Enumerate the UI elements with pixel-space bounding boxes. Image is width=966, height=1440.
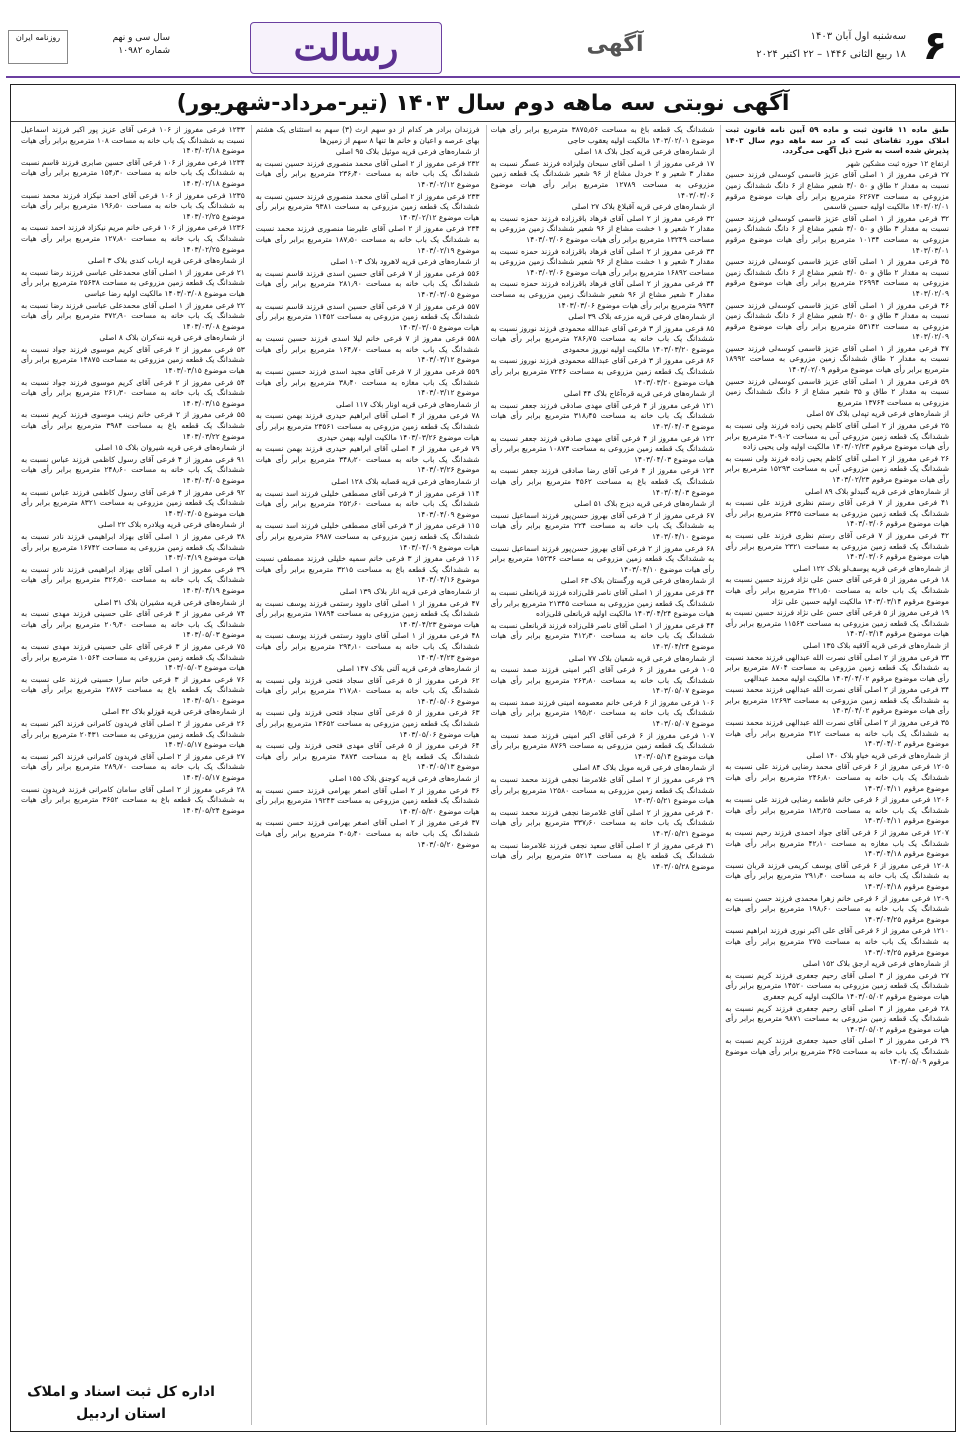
notice-entry: ۴۵ فرعی مفروز از ۱ اصلی آقای عزیز قاسمی کوسه‌لی فرزند حسین نسبت به مقدار ۲ طاق و ۵۰ ۳/۰ شعیر مشاع از ۶ دانگ ششدانگ زمین مزروعی به مساحت ۲۶۹۹۴ مترمربع برابر رأی هیات موضوع مرقوم ۱۴۰۳/۰۲/۰۹ xyxy=(725,257,949,298)
notice-entry: ۷۹ فرعی مفروز از ۴ اصلی آقای ابراهیم حیدری فرزند بهمن نسبت به ششدانگ یک باب خانه به مساحت ۳۴۸٫۲۰ مترمربع برابر رأی هیات موضوع ۱۴۰۳/۰۳/۲۶ xyxy=(255,444,480,475)
notice-entry: ۳۲ فرعی مفروز از ۲ اصلی آقای فرهاد باقرزاده فرزند حمزه نسبت به مقدار ۲ شعیر و ۱ خشت مشاع از ۹۶ شعیر ششدانگ زمین مزروعی به مساحت ۱۳۲۴۹ مترمربع برابر رأی هیات موضوع ۱۴۰۳/۰۳/۰۶ xyxy=(490,213,715,244)
notice-entry: ۲۵ فرعی مفروز از ۲ اصلی آقای کاظم یحیی زاده فرزند ولی نسبت به ششدانگ یک قطعه زمین مزروعی آبی به مساحت ۳۰۹۰۲ مترمربع برابر رأی هیات موضوع مرقوم ۱۴۰۳/۰۲/۲۳ مالکیت اولیه ولی یحیی زاده xyxy=(725,421,949,452)
notice-entry: ۴۷ فرعی مفروز از ۱ اصلی آقای عزیز قاسمی کوسه‌لی فرزند حسین نسبت به مقدار ۲ طاق ششدانگ زمین مزروعی به مساحت ۱۸۹۹۲ مترمربع برابر رأی هیات موضوع مرقوم ۱۴۰۳/۰۲/۰۹ xyxy=(725,343,949,375)
notice-entry: از شماره‌های فرعی قریه مشیران بلاک ۳۱ اصلی xyxy=(94,597,245,607)
notice-entry: از شماره‌های فرعی قریه تپه‌لی بلاک ۵۷ اصلی xyxy=(806,409,949,419)
section-title: آگهی xyxy=(586,31,644,57)
issuer-signature xyxy=(21,1381,221,1425)
notice-entry: ۴۱ فرعی مفروز از ۷ فرعی آقای رستم نظری فرزند علی نسبت به ششدانگ یک قطعه زمین مزروعی به مساحت ۶۳۴۵ مترمربع برابر رأی هیات موضوع مرقوم ۱۴۰۳/۰۳/۰۶ xyxy=(725,498,949,529)
notice-entry: ۵۴ فرعی مفروز از ۲ فرعی آقای کریم موسوی فرزند جواد نسبت به ششدانگ یک باب خانه به مساحت ۲۶۱٫۳۰ مترمربع برابر رأی هیات موضوع ۱۴۰۳/۰۳/۱۵ xyxy=(21,377,245,408)
notice-entry: ۱۸ فرعی مفروز از ۵ فرعی آقای حسن علی نژاد فرزند حسین نسبت به ششدانگ یک باب خانه به مساحت ۴۲۱٫۵۰ مترمربع برابر رأی هیات موضوع مرقوم ۱۴۰۳/۰۳/۱۴ مالکیت اولیه حسین علی نژاد xyxy=(725,575,949,606)
notice-entry: ۳۴ فرعی مفروز از ۲ اصلی آقای فرهاد باقرزاده فرزند حمزه نسبت به مقدار ۳ شعیر مشاع از ۹۶ شعیر ششدانگ زمین مزروعی به مساحت ۹۹۳۴ مترمربع برابر رأی هیات موضوع ۱۴۰۳/۰۳/۰۶ xyxy=(490,279,715,310)
notice-entry: ۷۴ فرعی مفروز از ۳ فرعی آقای علی حسینی فرزند مهدی نسبت به ششدانگ یک باب خانه به مساحت ۲۰۹٫۴۰ مترمربع برابر رأی هیات موضوع ۱۴۰۳/۰۵/۰۳ xyxy=(21,609,245,640)
notice-entry: از شماره‌های فرعی قریه خیاو بلاک ۱۴۰ اصلی xyxy=(806,750,949,760)
issue-date xyxy=(716,28,906,64)
notice-entry: ششدانگ یک قطعه باغ به مساحت ۳۸۷۵٫۵۶ مترمربع برابر رأی هیات موضوع ۱۴۰۳/۰۲/۰۱ مالکیت اولیه یعقوب حاجی xyxy=(490,125,715,145)
notice-entry: ۵۳ فرعی مفروز از ۲ فرعی آقای کریم موسوی فرزند جواد نسبت به ششدانگ یک قطعه زمین مزروعی به مساحت ۱۴۸۷۵ مترمربع برابر رأی هیات موضوع ۱۴۰۳/۰۳/۱۵ xyxy=(21,344,245,376)
notice-entry: ۵۵۷ فرعی مفروز از ۷ فرعی آقای حسین اسدی فرزند قاسم نسبت به ششدانگ یک قطعه زمین مزروعی به مساحت ۱۱۴۵۲ مترمربع برابر رأی هیات موضوع ۱۴۰۳/۰۳/۰۵ xyxy=(255,301,480,332)
notice-entry: از شماره‌های فرعی قریه اونار بلاک ۱۱۷ اصلی xyxy=(335,399,480,409)
issue-number: شماره ۱۰۹۸۲ xyxy=(118,46,170,56)
notice-entry: ۳۹ فرعی مفروز از ۱ اصلی آقای بهزاد ابراهیمی فرزند نادر نسبت به ششدانگ یک باب خانه به مساحت ۳۲۶٫۵۰ مترمربع برابر رأی هیات موضوع ۱۴۰۳/۰۴/۱۹ xyxy=(21,564,245,595)
notice-entry: ۲۳۴ فرعی مفروز از ۲ اصلی آقای علیرضا منصوری فرزند محمد نسبت به ششدانگ یک باب خانه به مساحت ۱۸۷٫۵۰ مترمربع برابر رأی هیات موضوع ۱۴۰۳/۰۲/۱۹ xyxy=(255,224,480,255)
notice-entry: ۴۲ فرعی مفروز از ۷ فرعی آقای رستم نظری فرزند علی نسبت به ششدانگ یک قطعه زمین مزروعی به مساحت ۲۳۲۱ مترمربع برابر رأی هیات موضوع مرقوم ۱۴۰۳/۰۳/۰۶ xyxy=(725,530,949,562)
notice-entry: ۵۵۹ فرعی مفروز از ۷ فرعی آقای مجید اسدی فرزند حسین نسبت به ششدانگ یک باب مغازه به مساحت ۳۸٫۴۰ مترمربع برابر رأی هیات موضوع ۱۴۰۳/۰۳/۱۲ xyxy=(255,367,480,398)
notice-entry: ۳۴ فرعی مفروز از ۲ اصلی آقای نصرت الله عبدالهی فرزند محمد نسبت به ششدانگ یک قطعه زمین مزروعی به مساحت ۱۲۶۹۳ مترمربع برابر رأی هیات موضوع مرقوم ۱۴۰۳/۰۴/۰۲ xyxy=(725,685,949,716)
notice-entry: ۷۵ فرعی مفروز از ۳ فرعی آقای علی حسینی فرزند مهدی نسبت به ششدانگ یک قطعه زمین مزروعی به مساحت ۱۰۵۶۴ مترمربع برابر رأی هیات موضوع ۱۴۰۳/۰۵/۰۳ xyxy=(21,641,245,673)
notice-column-4 xyxy=(17,125,245,1425)
notice-entry: از شماره‌های فرعی قریه موئیل بلاک ۹۵ اصلی xyxy=(335,147,480,157)
notice-entry: از شماره‌های فرعی قریه کجل بلاک ۱۸ اصلی xyxy=(574,147,715,157)
notice-entry: از شماره‌های فرعی قریه آقبلاغ بلاک ۲۷ اصلی xyxy=(571,202,715,212)
publisher-badge: روزنامه ایران xyxy=(8,30,68,64)
notice-entry: ۱۲۱ فرعی مفروز از ۴ فرعی آقای مهدی صادقی فرزند جعفر نسبت به ششدانگ یک باب خانه به مساحت ۳۱۸٫۴۵ مترمربع برابر رأی هیات موضوع ۱۴۰۳/۰۴/۰۳ xyxy=(490,400,715,432)
notice-entry: از شماره‌های فرعی قریه شعبان بلاک ۷۷ اصلی xyxy=(568,653,715,663)
notice-entry: ۹۱ فرعی مفروز از ۴ فرعی آقای رسول کاظمی فرزند عباس نسبت به ششدانگ یک باب خانه به مساحت ۲۴۸٫۶۰ مترمربع برابر رأی هیات موضوع ۱۴۰۳/۰۴/۰۵ xyxy=(21,454,245,485)
notice-entry: از شماره‌های فرعی قریه ارباب کندی بلاک ۳ اصلی xyxy=(87,256,245,266)
notice-entry: ۱۲۰۵ فرعی مفروز از ۶ فرعی آقای محمد رضایی فرزند علی نسبت به ششدانگ یک باب خانه به مساحت ۲۴۶٫۸۰ مترمربع برابر رأی هیات موضوع مرقوم ۱۴۰۳/۰۴/۱۱ xyxy=(725,762,949,793)
notice-entry: ۱۱۶ فرعی مفروز از ۳ فرعی خانم سمیه خلیلی فرزند مصطفی نسبت به ششدانگ یک قطعه باغ به مساحت ۳۲۱۵ مترمربع برابر رأی هیات موضوع ۱۴۰۳/۰۴/۱۶ xyxy=(255,554,480,585)
issuer-line-1: اداره کل ثبت اسناد و املاک xyxy=(27,1384,215,1400)
notice-columns xyxy=(17,125,949,1425)
column-entries xyxy=(256,125,480,850)
notice-entry: از شماره‌های فرعی قریه مویل بلاک ۸۴ اصلی xyxy=(572,763,715,773)
notice-entry: فرزندان برادر هر کدام از دو سهم ارث (۳) سهم به استثنای یک هشتم بهای عرصه و اعیان و خانم ها تنها ۸ سهم از زمین‌ها xyxy=(255,125,480,145)
notice-entry: از شماره‌های فرعی قریه کوجنق بلاک ۱۵۵ اصلی xyxy=(329,774,480,784)
notice-entry: از شماره‌های فرعی قریه یوسف‌لو بلاک ۱۲۲ اصلی xyxy=(793,563,949,573)
notice-entry: از شماره‌های فرعی قریه آلنی بلاک ۱۴۷ اصلی xyxy=(336,664,480,674)
column-entries xyxy=(725,159,949,1068)
notice-entry: ۳۳ فرعی مفروز از ۲ اصلی آقای نصرت الله عبدالهی فرزند محمد نسبت به ششدانگ یک قطعه زمین مزروعی به مساحت ۸۷۰۴ مترمربع برابر رأی هیات موضوع مرقوم ۱۴۰۳/۰۴/۰۲ مالکیت اولیه محمد عبدالهی xyxy=(725,652,949,683)
notice-column-1 xyxy=(720,125,949,1425)
notice-entry: از شماره‌های فرعی قریه لاهرود بلاک ۱۰۳ اصلی xyxy=(330,257,480,267)
notice-entry: ۲۸ فرعی مفروز از ۲ اصلی آقای سامان کامرانی فرزند فریدون نسبت به ششدانگ یک قطعه باغ به مساحت ۳۶۵۲ مترمربع برابر رأی هیات موضوع ۱۴۰۳/۰۵/۲۴ xyxy=(21,784,245,815)
notice-entry: ۱۲۰۸ فرعی مفروز از ۶ فرعی آقای یوسف کریمی فرزند قربان نسبت به ششدانگ یک باب خانه به مساحت ۲۹۱٫۴۰ مترمربع برابر رأی هیات موضوع مرقوم ۱۴۰۳/۰۴/۱۸ xyxy=(725,860,949,891)
notice-entry: ۶۴ فرعی مفروز از ۵ فرعی آقای مهدی فتحی فرزند ولی نسبت به ششدانگ یک قطعه باغ به مساحت ۴۸۷۳ مترمربع برابر رأی هیات موضوع ۱۴۰۳/۰۵/۱۳ xyxy=(255,741,480,772)
notice-entry: از شماره‌های فرعی قریه ویلادره بلاک ۲۲ اصلی xyxy=(97,520,245,530)
notice-entry: ۴۳ فرعی مفروز از ۱ اصلی آقای ناصر قلی‌زاده فرزند قربانعلی نسبت به ششدانگ یک قطعه زمین مزروعی به مساحت ۲۱۳۴۵ مترمربع برابر رأی هیات موضوع ۱۴۰۳/۰۴/۲۴ مالکیت اولیه قربانعلی قلی‌زاده xyxy=(490,587,715,619)
issue-date-line-2: ۱۸ ربیع الثانی ۱۴۴۶ – ۲۲ اکتبر ۲۰۲۴ xyxy=(756,49,906,60)
notice-entry: ۸۵ فرعی مفروز از ۳ فرعی آقای عبدالله محمودی فرزند نوروز نسبت به ششدانگ یک باب خانه به مساحت ۲۸۶٫۷۵ مترمربع برابر رأی هیات موضوع ۱۴۰۳/۰۳/۲۰ مالکیت اولیه نوروز محمودی xyxy=(490,323,715,354)
notice-entry: ۹۲ فرعی مفروز از ۴ فرعی آقای رسول کاظمی فرزند عباس نسبت به ششدانگ یک قطعه زمین مزروعی به مساحت ۸۳۲۱ مترمربع برابر رأی هیات موضوع ۱۴۰۳/۰۴/۰۵ xyxy=(21,487,245,518)
notice-entry: ۲۹ فرعی مفروز از ۳ اصلی آقای حمید جعفری فرزند کریم نسبت به ششدانگ یک باب خانه به مساحت ۳۶۵ مترمربع برابر رأی هیات موضوع مرقوم ۱۴۰۳/۰۵/۰۹ xyxy=(725,1036,949,1067)
notice-entry: ۱۱۴ فرعی مفروز از ۳ فرعی آقای مصطفی خلیلی فرزند اسد نسبت به ششدانگ یک باب خانه به مساحت ۲۵۲٫۶۰ مترمربع برابر رأی هیات موضوع ۱۴۰۳/۰۴/۰۹ xyxy=(255,488,480,519)
notice-entry: از شماره‌های فرعی قریه ورگستان بلاک ۶۳ اصلی xyxy=(560,576,715,586)
notice-entry: ۲۷ فرعی مفروز از ۲ اصلی آقای فریدون کامرانی فرزند اکبر نسبت به ششدانگ یک باب خانه به مساحت ۲۸۹٫۷۰ مترمربع برابر رأی هیات موضوع ۱۴۰۳/۰۵/۱۷ xyxy=(21,751,245,783)
notice-entry: ۲۶ فرعی مفروز از ۲ اصلی آقای کاظم یحیی زاده فرزند ولی نسبت به ششدانگ یک قطعه زمین مزروعی آبی به مساحت ۱۵۲۹۳ مترمربع برابر رأی هیات موضوع مرقوم ۱۴۰۳/۰۲/۲۳ xyxy=(725,453,949,484)
notice-entry: از شماره‌های فرعی قریه شیروان بلاک ۱۵ اصلی xyxy=(95,443,245,453)
issue-info xyxy=(74,32,170,58)
notice-entry: از شماره‌های فرعی قریه آلاقیه بلاک ۱۳۵ اصلی xyxy=(802,640,949,650)
notice-entry: ارتفاع ۱۲ حوزه ثبت مشکین شهر xyxy=(846,158,949,168)
notice-column-2 xyxy=(486,125,715,1425)
notice-intro: طبق ماده ۱۱ قانون ثبت و ماده ۵۹ آیین نامه قانون ثبت املاک مورد تقاضای ثبت که در سه ماهه دوم سال ۱۴۰۳ پذیرش شده است به شرح ذیل آگهی می‌گردد. xyxy=(725,125,949,156)
notice-entry: ۲۱ فرعی مفروز از ۱ اصلی آقای محمدعلی عباسی فرزند رضا نسبت به ششدانگ یک قطعه زمین مزروعی به مساحت ۲۵۶۳۸ مترمربع برابر رأی هیات موضوع ۱۴۰۳/۰۳/۰۸ مالکیت اولیه رضا عباسی xyxy=(21,267,245,298)
column-entries xyxy=(21,125,245,816)
notice-entry: ۳۳ فرعی مفروز از ۲ اصلی آقای فرهاد باقرزاده فرزند حمزه نسبت به مقدار ۴ شعیر و ۱ خشت مشاع از ۹۶ شعیر ششدانگ زمین مزروعی به مساحت ۱۶۸۹۲ مترمربع برابر رأی هیات موضوع ۱۴۰۳/۰۳/۰۶ xyxy=(490,246,715,277)
notice-entry: ۳۷ فرعی مفروز از ۲ اصلی آقای اصغر بهرامی فرزند حسن نسبت به ششدانگ یک باب خانه به مساحت ۳۰۵٫۴۰ مترمربع برابر رأی هیات موضوع ۱۴۰۳/۰۵/۲۰ xyxy=(255,818,480,849)
notice-entry: ۱۲۰۷ فرعی مفروز از ۶ فرعی آقای جواد احمدی فرزند رحیم نسبت به ششدانگ یک باب مغازه به مساحت ۴۲٫۱۰ مترمربع برابر رأی هیات موضوع مرقوم ۱۴۰۳/۰۴/۱۸ xyxy=(725,828,949,859)
notice-entry: ۳۱ فرعی مفروز از ۲ اصلی آقای سعید نجفی فرزند غلامرضا نسبت به ششدانگ یک قطعه باغ به مساحت ۵۲۱۴ مترمربع برابر رأی هیات موضوع ۱۴۰۳/۰۵/۲۸ xyxy=(490,840,715,871)
notice-entry: ۵۵۶ فرعی مفروز از ۷ فرعی آقای حسین اسدی فرزند قاسم نسبت به ششدانگ یک باب خانه به مساحت ۲۸۱٫۹۰ مترمربع برابر رأی هیات موضوع ۱۴۰۳/۰۳/۰۵ xyxy=(255,268,480,299)
notice-title: آگهی نوبتی سه ماهه دوم سال ۱۴۰۳ (تیر-مرداد-شهریور) xyxy=(11,85,955,122)
notice-entry: از شماره‌های فرعی قریه ننه‌کران بلاک ۸ اصلی xyxy=(99,333,245,343)
page-number: ۶ xyxy=(922,23,948,69)
notice-entry: از شماره‌های فرعی قریه انار بلاک ۱۳۹ اصلی xyxy=(339,586,480,596)
notice-entry: ۱۰۶ فرعی مفروز از ۶ فرعی خانم معصومه امینی فرزند صمد نسبت به ششدانگ یک باب خانه به مساحت ۱۹۵٫۲۰ مترمربع برابر رأی هیات موضوع ۱۴۰۳/۰۵/۰۷ xyxy=(490,697,715,729)
notice-box xyxy=(10,84,956,1432)
notice-entry: ۲۹ فرعی مفروز از ۲ اصلی آقای غلامرضا نجفی فرزند محمد نسبت به ششدانگ یک قطعه زمین مزروعی به مساحت ۱۲۵۸۰ مترمربع برابر رأی هیات موضوع ۱۴۰۳/۰۵/۲۱ xyxy=(490,775,715,806)
notice-entry: ۶۳ فرعی مفروز از ۵ فرعی آقای سجاد فتحی فرزند ولی نسبت به ششدانگ یک قطعه زمین مزروعی به مساحت ۱۳۶۵۲ مترمربع برابر رأی هیات موضوع ۱۴۰۳/۰۵/۰۶ xyxy=(255,708,480,739)
notice-entry: ۵۵۸ فرعی مفروز از ۷ فرعی خانم لیلا اسدی فرزند حسین نسبت به ششدانگ یک باب خانه به مساحت ۱۶۴٫۷۰ مترمربع برابر رأی هیات موضوع ۱۴۰۳/۰۳/۱۲ xyxy=(255,334,480,365)
column-entries xyxy=(491,125,715,872)
notice-entry: ۴۴ فرعی مفروز از ۱ اصلی آقای ناصر قلی‌زاده فرزند قربانعلی نسبت به ششدانگ یک باب خانه به مساحت ۴۱۲٫۳۰ مترمربع برابر رأی هیات موضوع ۱۴۰۳/۰۴/۲۴ xyxy=(490,620,715,651)
notice-entry: ۲۸ فرعی مفروز از ۳ اصلی آقای رحیم جعفری فرزند کریم نسبت به ششدانگ یک قطعه زمین مزروعی به مساحت ۹۸۷۱ مترمربع برابر رأی هیات موضوع مرقوم ۱۴۰۳/۰۵/۰۲ xyxy=(725,1003,949,1034)
issuer-line-2: استان اردبیل xyxy=(76,1406,166,1422)
notice-entry: ۲۳۲ فرعی مفروز از ۲ اصلی آقای محمد منصوری فرزند حسین نسبت به ششدانگ یک باب خانه به مساحت ۲۳۶٫۴۰ مترمربع برابر رأی هیات موضوع ۱۴۰۳/۰۲/۱۲ xyxy=(255,158,480,189)
notice-entry: ۲۲ فرعی مفروز از ۱ اصلی آقای محمدعلی عباسی فرزند رضا نسبت به ششدانگ یک باب خانه به مساحت ۳۷۲٫۹۰ مترمربع برابر رأی هیات موضوع ۱۴۰۳/۰۳/۰۸ xyxy=(21,300,245,331)
notice-entry: ۱۲۳۶ فرعی مفروز از ۱۰۶ فرعی خانم مریم نیکزاد فرزند احمد نسبت به ششدانگ یک باب خانه به مساحت ۱۲۷٫۸۰ مترمربع برابر رأی هیات موضوع ۱۴۰۳/۰۲/۲۵ xyxy=(21,223,245,254)
notice-entry: ۸۶ فرعی مفروز از ۳ فرعی آقای عبدالله محمودی فرزند نوروز نسبت به ششدانگ یک قطعه زمین مزروعی به مساحت ۷۲۴۶ مترمربع برابر رأی هیات موضوع ۱۴۰۳/۰۳/۲۰ xyxy=(490,356,715,387)
notice-entry: ۳۵ فرعی مفروز از ۲ اصلی آقای نصرت الله عبدالهی فرزند محمد نسبت به ششدانگ یک باب خانه به مساحت ۳۱۲ مترمربع برابر رأی هیات موضوع مرقوم ۱۴۰۳/۰۴/۰۲ xyxy=(725,718,949,749)
notice-entry: ۱۷ فرعی مفروز از ۱ اصلی آقای سبحان ولیزاده فرزند عسگر نسبت به مقدار ۳ شعیر و ۲ خردل مشاع از ۹۶ شعیر ششدانگ یک قطعه زمین مزروعی به مساحت ۱۲۷۸۹ مترمربع برابر رأی هیات موضوع ۱۴۰۳/۰۳/۰۶ xyxy=(490,158,715,200)
notice-entry: از شماره‌های فرعی قریه گنبدلو بلاک ۸۹ اصلی xyxy=(805,486,949,496)
notice-entry: ۴۸ فرعی مفروز از ۱ اصلی آقای داوود رستمی فرزند یوسف نسبت به ششدانگ یک باب خانه به مساحت ۲۹۴٫۱۰ مترمربع برابر رأی هیات موضوع ۱۴۰۳/۰۴/۲۳ xyxy=(255,631,480,662)
notice-entry: ۱۲۲ فرعی مفروز از ۴ فرعی آقای مهدی صادقی فرزند جعفر نسبت به ششدانگ یک قطعه زمین مزروعی به مساحت ۱۰۸۷۳ مترمربع برابر رأی هیات موضوع ۱۴۰۳/۰۴/۰۳ xyxy=(490,433,715,464)
notice-entry: ۳۰ فرعی مفروز از ۲ اصلی آقای غلامرضا نجفی فرزند محمد نسبت به ششدانگ یک باب خانه به مساحت ۳۳۷٫۶۰ مترمربع برابر رأی هیات موضوع ۱۴۰۳/۰۵/۲۱ xyxy=(490,807,715,838)
notice-entry: ۲۶ فرعی مفروز از ۲ اصلی آقای فریدون کامرانی فرزند اکبر نسبت به ششدانگ یک قطعه زمین مزروعی به مساحت ۲۰۴۳۱ مترمربع برابر رأی هیات موضوع ۱۴۰۳/۰۵/۱۷ xyxy=(21,719,245,750)
notice-entry: ۵۹ فرعی مفروز از ۱ اصلی آقای عزیز قاسمی کوسه‌لی فرزند حسین نسبت به مقدار ۲ طاق و ۳۵ شعیر مشاع از ۶ دانگ ششدانگ زمین مزروعی به مساحت ۱۳۷۶۴ مترمربع xyxy=(725,376,949,407)
issue-date-line-1: سه‌شنبه اول آبان ۱۴۰۳ xyxy=(810,31,906,42)
notice-column-3 xyxy=(251,125,480,1425)
notice-entry: ۳۲ فرعی مفروز از ۱ اصلی آقای عزیز قاسمی کوسه‌لی فرزند حسین نسبت به مقدار ۳ طاق و ۵۰ ۳/۰ شعیر مشاع از ۶ دانگ ششدانگ زمین مزروعی به مساحت ۱۰۱۳۴ مترمربع برابر رأی هیات موضوع مرقوم ۱۴۰۳/۰۳/۰۱ xyxy=(725,213,949,255)
notice-entry: ۱۲۰۹ فرعی مفروز از ۶ فرعی خانم زهرا محمدی فرزند حسن نسبت به ششدانگ یک باب خانه به مساحت ۱۹۸٫۶۰ مترمربع برابر رأی هیات موضوع مرقوم ۱۴۰۳/۰۴/۲۵ xyxy=(725,893,949,924)
notice-entry: ۱۲۳ فرعی مفروز از ۴ فرعی آقای رضا صادقی فرزند جعفر نسبت به ششدانگ یک قطعه باغ به مساحت ۴۵۶۲ مترمربع برابر رأی هیات موضوع ۱۴۰۳/۰۴/۰۳ xyxy=(490,466,715,497)
notice-entry: از شماره‌های فرعی قریه قره‌آغاج بلاک ۴۴ اصلی xyxy=(563,389,715,399)
notice-entry: از شماره‌های فرعی قریه ارجق بلاک ۱۵۲ اصلی xyxy=(802,959,949,969)
notice-entry: ۲۳۳ فرعی مفروز از ۲ اصلی آقای محمد منصوری فرزند حسین نسبت به ششدانگ یک قطعه زمین مزروعی به مساحت ۹۳۸۱ مترمربع برابر رأی هیات موضوع ۱۴۰۳/۰۲/۱۲ xyxy=(255,191,480,222)
issue-year: سال سی و نهم xyxy=(112,33,170,43)
notice-entry: ۷۶ فرعی مفروز از ۳ فرعی خانم سارا حسینی فرزند علی نسبت به ششدانگ یک قطعه باغ به مساحت ۲۸۷۶ مترمربع برابر رأی هیات موضوع ۱۴۰۳/۰۵/۱۰ xyxy=(21,674,245,705)
notice-entry: ۳۸ فرعی مفروز از ۱ اصلی آقای بهزاد ابراهیمی فرزند نادر نسبت به ششدانگ یک قطعه زمین مزروعی به مساحت ۱۶۷۴۲ مترمربع برابر رأی هیات موضوع ۱۴۰۳/۰۴/۱۹ xyxy=(21,531,245,563)
notice-entry: ۶۸ فرعی مفروز از ۲ فرعی آقای بهروز حسن‌پور فرزند اسماعیل نسبت به ششدانگ یک قطعه زمین مزروعی به مساحت ۱۵۲۳۶ مترمربع برابر رأی هیات موضوع ۱۴۰۳/۰۴/۱۰ xyxy=(490,543,715,574)
notice-entry: ۱۲۳۳ فرعی مفروز از ۱۰۶ فرعی آقای عزیز پور اکبر فرزند اسماعیل نسبت به ششدانگ یک باب خانه به مساحت ۱۰۸ مترمربع برابر رأی هیات موضوع ۱۴۰۳/۰۲/۱۸ xyxy=(21,125,245,156)
notice-entry: ۱۲۰۶ فرعی مفروز از ۶ فرعی خانم فاطمه رضایی فرزند علی نسبت به ششدانگ یک باب خانه به مساحت ۱۸۳٫۲۵ مترمربع برابر رأی هیات موضوع مرقوم ۱۴۰۳/۰۴/۱۱ xyxy=(725,795,949,826)
notice-entry: ۶۲ فرعی مفروز از ۵ فرعی آقای سجاد فتحی فرزند ولی نسبت به ششدانگ یک باب خانه به مساحت ۲۱۷٫۸۰ مترمربع برابر رأی هیات موضوع ۱۴۰۳/۰۵/۰۶ xyxy=(255,675,480,706)
notice-entry: ۱۲۳۴ فرعی مفروز از ۱۰۶ فرعی آقای حسین صابری فرزند قاسم نسبت به ششدانگ یک باب خانه به مساحت ۱۵۴٫۳۰ مترمربع برابر رأی هیات موضوع ۱۴۰۳/۰۲/۱۸ xyxy=(21,157,245,188)
notice-entry: ۴۶ فرعی مفروز از ۱ اصلی آقای عزیز قاسمی کوسه‌لی فرزند حسین نسبت به مقدار ۳ طاق و ۵۰ ۳/۰ شعیر مشاع از ۶ دانگ ششدانگ زمین مزروعی به مساحت ۵۳۱۴۲ مترمربع برابر رأی هیات موضوع مرقوم ۱۴۰۳/۰۲/۰۹ xyxy=(725,300,949,342)
header-divider xyxy=(6,76,960,78)
notice-entry: از شماره‌های فرعی قریه دیزج بلاک ۵۱ اصلی xyxy=(574,499,715,509)
notice-entry: ۴۷ فرعی مفروز از ۱ اصلی آقای داوود رستمی فرزند یوسف نسبت به ششدانگ یک قطعه زمین مزروعی به مساحت ۱۷۸۹۴ مترمربع برابر رأی هیات موضوع ۱۴۰۳/۰۴/۲۳ xyxy=(255,598,480,629)
notice-entry: ۳۶ فرعی مفروز از ۲ اصلی آقای اصغر بهرامی فرزند حسن نسبت به ششدانگ یک قطعه زمین مزروعی به مساحت ۱۹۲۴۳ مترمربع برابر رأی هیات موضوع ۱۴۰۳/۰۵/۲۰ xyxy=(255,785,480,816)
notice-entry: ۱۰۵ فرعی مفروز از ۶ فرعی آقای اکبر امینی فرزند صمد نسبت به ششدانگ یک باب خانه به مساحت ۲۶۳٫۸۰ مترمربع برابر رأی هیات موضوع ۱۴۰۳/۰۵/۰۷ xyxy=(490,665,715,696)
notice-entry: ۱۲۳۵ فرعی مفروز از ۱۰۶ فرعی آقای احمد نیکزاد فرزند محمد نسبت به ششدانگ یک باب خانه به مساحت ۱۹۶٫۵۰ مترمربع برابر رأی هیات موضوع ۱۴۰۳/۰۲/۲۵ xyxy=(21,190,245,221)
notice-entry: از شماره‌های فرعی قریه مزرعه بلاک ۳۹ اصلی xyxy=(568,312,715,322)
notice-entry: ۱۹ فرعی مفروز از ۵ فرعی آقای حسن علی نژاد فرزند حسین نسبت به ششدانگ یک قطعه زمین مزروعی به مساحت ۱۱۵۶۳ مترمربع برابر رأی هیات موضوع مرقوم ۱۴۰۳/۰۳/۱۴ xyxy=(725,608,949,639)
page-header xyxy=(0,0,966,78)
notice-entry: ۲۷ فرعی مفروز از ۳ اصلی آقای رحیم جعفری فرزند کریم نسبت به ششدانگ یک قطعه زمین مزروعی به مساحت ۱۴۵۲۰ مترمربع برابر رأی هیات موضوع مرقوم ۱۴۰۳/۰۵/۰۲ مالکیت اولیه کریم جعفری xyxy=(725,970,949,1001)
newspaper-logo: رسالت xyxy=(250,22,442,74)
notice-entry: ۱۱۵ فرعی مفروز از ۳ فرعی آقای مصطفی خلیلی فرزند اسد نسبت به ششدانگ یک قطعه زمین مزروعی به مساحت ۶۹۸۷ مترمربع برابر رأی هیات موضوع ۱۴۰۳/۰۴/۰۹ xyxy=(255,521,480,552)
notice-entry: از شماره‌های فرعی قریه قوزلو بلاک ۴۲ اصلی xyxy=(101,707,245,717)
notice-entry: ۵۵ فرعی مفروز از ۲ فرعی خانم زینب موسوی فرزند کریم نسبت به ششدانگ یک قطعه باغ به مساحت ۳۹۸۴ مترمربع برابر رأی هیات موضوع ۱۴۰۳/۰۳/۲۲ xyxy=(21,410,245,441)
notice-entry: ۲۷ فرعی مفروز از ۱ اصلی آقای عزیز قاسمی کوسه‌لی فرزند حسین نسبت به مقدار ۲ طاق و ۵۰ ۳/۰ شعیر مشاع از ۶ دانگ ششدانگ زمین مزروعی به مساحت ۶۲۶۷۳ مترمربع برابر رأی هیات موضوع مرقوم ۱۴۰۳/۰۲/۰۱ مالکیت اولیه حسین قاسمی xyxy=(725,170,949,212)
notice-entry: ۶۷ فرعی مفروز از ۲ فرعی آقای بهروز حسن‌پور فرزند اسماعیل نسبت به ششدانگ یک باب خانه به مساحت ۲۲۴ مترمربع برابر رأی هیات موضوع ۱۴۰۳/۰۴/۱۰ xyxy=(490,510,715,541)
notice-entry: از شماره‌های فرعی قریه قصابه بلاک ۱۲۸ اصلی xyxy=(331,477,480,486)
notice-entry: ۱۲۱۰ فرعی مفروز از ۶ فرعی آقای علی اکبر نوری فرزند ابراهیم نسبت به ششدانگ یک باب خانه به مساحت ۲۷۵ مترمربع برابر رأی هیات موضوع مرقوم ۱۴۰۳/۰۴/۲۵ xyxy=(725,926,949,957)
notice-entry: ۷۸ فرعی مفروز از ۴ اصلی آقای ابراهیم حیدری فرزند بهمن نسبت به ششدانگ یک قطعه زمین مزروعی به مساحت ۲۳۵۶۱ مترمربع برابر رأی هیات موضوع ۱۴۰۳/۰۳/۲۶ مالکیت اولیه بهمن حیدری xyxy=(255,411,480,442)
notice-entry: ۱۰۷ فرعی مفروز از ۶ فرعی آقای اکبر امینی فرزند صمد نسبت به ششدانگ یک قطعه زمین مزروعی به مساحت ۸۷۶۹ مترمربع برابر رأی هیات موضوع ۱۴۰۳/۰۵/۱۴ xyxy=(490,730,715,761)
